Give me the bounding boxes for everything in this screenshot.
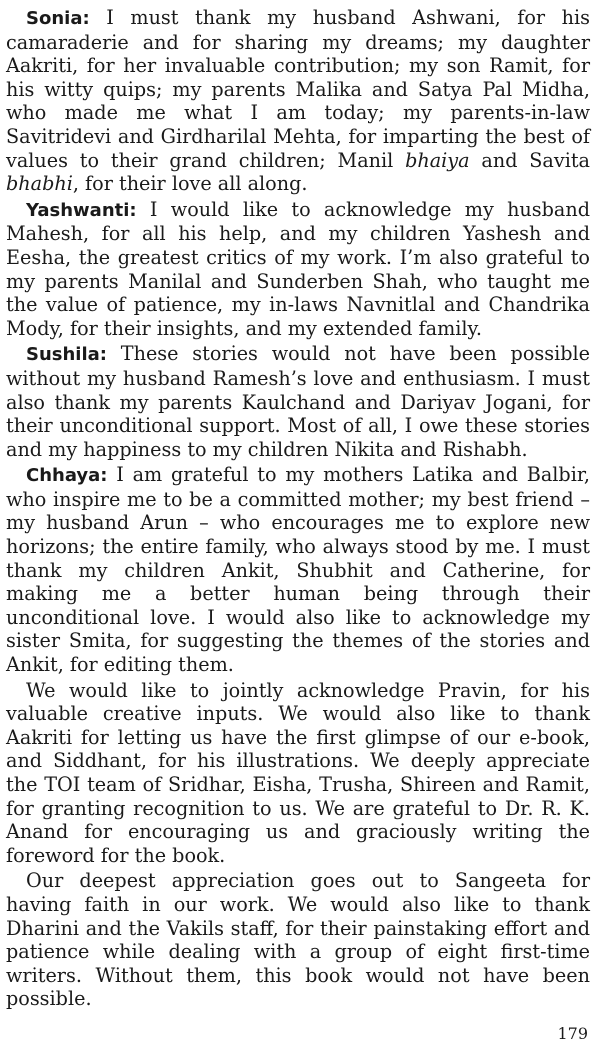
speaker-sushila: Sushila: — [26, 344, 107, 366]
speaker-yashwanti: Yashwanti: — [26, 199, 137, 221]
speaker-sonia: Sonia: — [26, 8, 90, 29]
paragraph-joint-acknowledgement: We would like to jointly acknowledge Pravin, for his valuable creative inputs. We would also like to thank Aakriti for letting us have the first glimpse of our e-book, and Siddhant, for his illustrations. We deeply appreciate the TOI team of Sridhar, Eisha, Trusha, Shireen and Ramit, for granting recognition to us. We are grateful to Dr. R. K. Anand for encouraging us and graciously writing the foreword for the book. — [6, 678, 590, 867]
acknowledgements-page — [6, 6, 590, 1013]
text-sonia-1: I must thank my husband Ashwani, for his camaraderie and for sharing my dreams; my daughter Aakriti, for her invaluable contribution; my son Ramit, for his witty quips; my parents Malika and Satya Pal Midha, who made me what I am today; my parents-in-law Savitridevi and Girdharilal Mehta, for imparting the best of values to their grand children; Manil — [6, 6, 590, 172]
text-sonia-2: and Savita — [469, 148, 591, 172]
paragraph-deepest-appreciation: Our deepest appreciation goes out to Sangeeta for having faith in our work. We would also like to thank Dharini and the Vakils staff, for their painstaking effort and patience while dealing with a group of eight first-time writers. Without them, this book would not have been possible. — [6, 869, 590, 1011]
page-number: 179 — [557, 1024, 588, 1043]
paragraph-yashwanti — [6, 198, 590, 341]
text-sonia-bhabhi: bhabhi — [6, 172, 73, 196]
paragraph-sushila — [6, 342, 590, 461]
text-chhaya: I am grateful to my mothers Latika and Balbir, who inspire me to be a committed mother; my best friend – my husband Arun – who encourages me to explore new horizons; the entire family, who always stood by me. I must thank my children Ankit, Shubhit and Catherine, for making me a better human being through their unconditional love. I would also like to acknowledge my sister Smita, for suggesting the themes of the stories and Ankit, for editing them. — [6, 463, 590, 677]
text-yashwanti: I would like to acknowledge my husband Mahesh, for all his help, and my children Yashesh and Eesha, the greatest critics of my work. I’m also grateful to my parents Manilal and Sunderben Shah, who taught me the value of patience, my in-laws Navnitlal and Chandrika Mody, for their insights, and my extended family. — [6, 197, 590, 340]
text-sushila: These stories would not have been possible without my husband Ramesh’s love and enthusiasm. I must also thank my parents Kaulchand and Dariyav Jogani, for their unconditional support. Most of all, I owe these stories and my happiness to my children Nikita and Rishabh. — [6, 342, 590, 461]
text-sonia-3: , for their love all along. — [72, 172, 308, 196]
text-sonia-bhaiya: bhaiya — [405, 148, 470, 172]
paragraph-chhaya — [6, 463, 590, 676]
speaker-chhaya: Chhaya: — [26, 465, 108, 487]
paragraph-sonia — [6, 6, 590, 196]
